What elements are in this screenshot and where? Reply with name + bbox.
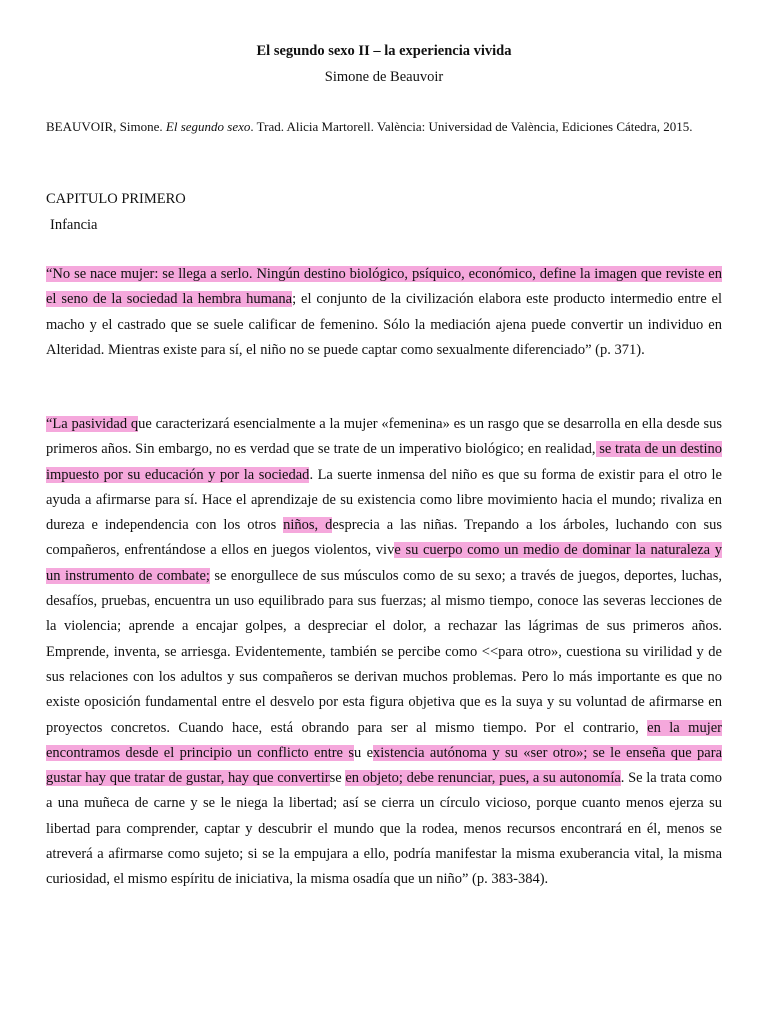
- highlighted-text: se trata de un destino impuesto por su educación y por la sociedad: [46, 441, 722, 483]
- text-segment: ue caracterizará esencialmente a la mujer «femenina» es un rasgo que se desarrolla en ella desde sus primeros años. Sin embargo, no es verdad que se trate de un imperativo biológico; en realidad,: [46, 416, 722, 458]
- text-segment: se enorgullece de sus músculos como de su sexo; a través de juegos, deportes, luchas, desafíos, pruebas, encuentra un uso equilibrado para sus fuerzas; al mismo tiempo, conoce las severas lecciones de la violencia; aprende a encajar golpes, a despreciar el dolor, a rechazar las lágrimas de sus primeros años. Emprende, inventa, se arriesga. Evidentemente, también se percibe como <<para otro», cuestiona su virilidad y de sus relaciones con los adultos y sus compañeros se derivan muchos problemas. Pero lo más importante es que no existe oposición fundamental entre el desvelo por esta figura objetiva que es la suya y su voluntad de afirmarse en proyectos concretos. Cuando hace, está obrando para ser al mismo tiempo. Por el contrario,: [46, 567, 722, 736]
- citation-suffix: . Trad. Alicia Martorell. València: Universidad de València, Ediciones Cátedra, 2015.: [250, 119, 693, 134]
- highlighted-text: niños, d: [283, 517, 333, 534]
- highlighted-text: en objeto; debe renunciar, pues, a su autonomía: [345, 770, 621, 787]
- citation-prefix: BEAUVOIR, Simone.: [46, 119, 166, 134]
- highlighted-text: e su cuerpo como un medio de dominar la naturaleza y un instrumento de combate;: [46, 542, 723, 584]
- chapter-heading: CAPITULO PRIMERO: [46, 191, 186, 207]
- quote-paragraph-1: [46, 262, 722, 363]
- highlighted-text: en la mujer encontramos desde el principio un conflicto entre s: [46, 719, 722, 761]
- text-segment: esprecia a las niñas. Trepando a los árboles, luchando con sus compañeros, enfrentándose a ellos en juegos violentos, viv: [46, 517, 723, 559]
- text-segment: . Se la trata como a una muñeca de carne y se le niega la libertad; así se cierra un círculo vicioso, porque cuanto menos ejerza su libertad para comprender, captar y descubrir el mundo que la rodea, menos recursos encontrará en él, menos se atreverá a afirmarse como sujeto; si se la empujara a ello, podría manifestar la misma exuberancia vital, la misma curiosidad, el mismo espíritu de iniciativa, la misma osadía que un niño” (p. 383-384).: [46, 770, 722, 888]
- bibliographic-citation: [46, 117, 746, 137]
- document-author: Simone de Beauvoir: [324, 69, 444, 85]
- document-title: El segundo sexo II – la experiencia vivida: [256, 43, 512, 59]
- text-segment: ; el conjunto de la civilización elabora este producto intermedio entre el macho y el castrado que se suele calificar de femenino. Sólo la mediación ajena puede convertir un individuo en Alteridad. Mientras existe para sí, el niño no se puede captar como sexualmente diferenciado” (p. 371).: [46, 291, 723, 358]
- highlighted-text: “No se nace mujer: se llega a serlo. Ningún destino biológico, psíquico, económico, define la imagen que reviste en el seno de la sociedad la hembra humana: [46, 266, 722, 308]
- highlighted-text: xistencia autónoma y su «ser otro»; se le enseña que para gustar hay que tratar de gustar, hay que convertir: [46, 744, 723, 787]
- citation-book-title: El segundo sexo: [165, 119, 251, 134]
- quote-paragraph-2: [46, 412, 722, 893]
- text-segment: se: [329, 770, 346, 787]
- section-heading: Infancia: [50, 217, 98, 233]
- text-segment: . La suerte inmensa del niño es que su forma de existir para el otro le ayuda a afirmarse para sí. Hace el aprendizaje de su existencia como libre movimiento hacia el mundo; rivaliza en dureza e independencia con los otros: [46, 466, 722, 534]
- text-segment: u e: [354, 744, 374, 761]
- highlighted-text: “La pasividad q: [46, 416, 139, 432]
